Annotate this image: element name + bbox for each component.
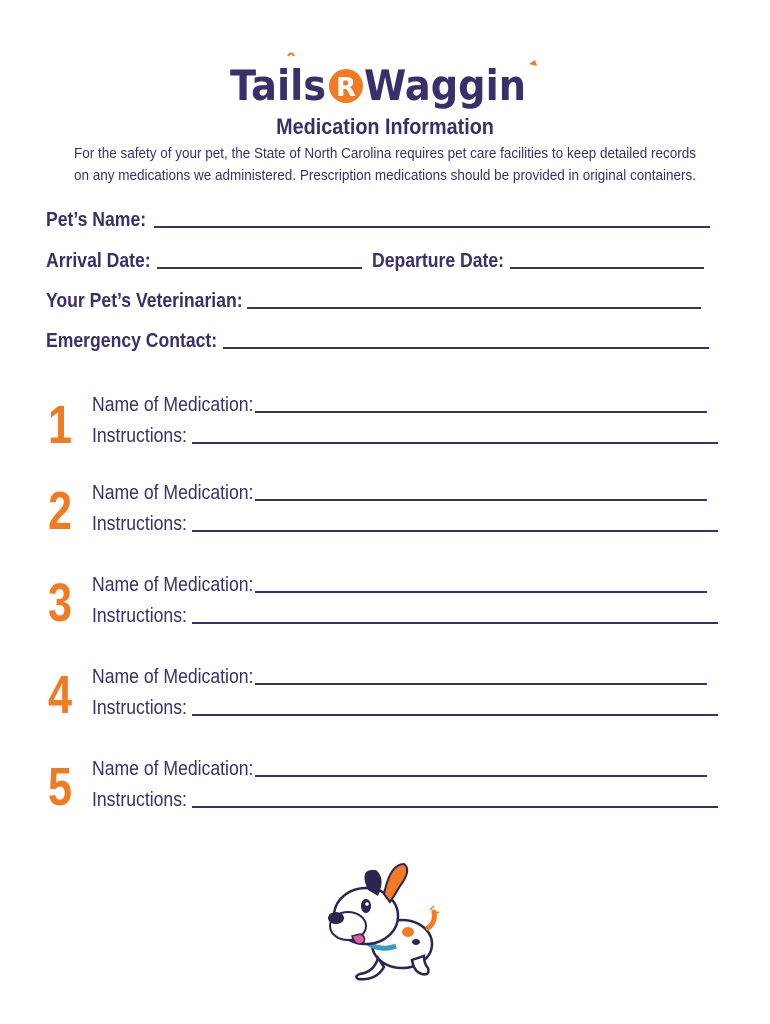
instructions-field-4[interactable] <box>92 696 718 720</box>
svg-text:R: R <box>335 73 357 103</box>
medication-number-5: 5 <box>47 757 73 817</box>
instructions-label: Instructions: <box>92 605 187 627</box>
emergency-contact-field[interactable] <box>46 327 709 353</box>
departure-date-line[interactable] <box>510 267 704 269</box>
medication-name-label: Name of Medication: <box>92 758 254 780</box>
instructions-field-5[interactable] <box>92 788 718 812</box>
instructions-line[interactable] <box>192 530 718 532</box>
svg-text:Tails: Tails <box>230 61 326 110</box>
instructions-line[interactable] <box>192 622 718 624</box>
instructions-line[interactable] <box>192 442 718 444</box>
medication-name-line[interactable] <box>255 411 707 413</box>
instructions-label: Instructions: <box>92 513 187 535</box>
instructions-label: Instructions: <box>92 789 187 811</box>
medication-number-3: 3 <box>47 573 73 633</box>
medication-name-field-1[interactable] <box>92 393 707 417</box>
instructions-label: Instructions: <box>92 697 187 719</box>
medication-name-label: Name of Medication: <box>92 666 254 688</box>
dog-mascot-icon <box>326 860 442 982</box>
instructions-line[interactable] <box>192 806 718 808</box>
arrival-date-label: Arrival Date: <box>46 250 151 272</box>
medication-name-field-3[interactable] <box>92 573 707 597</box>
emergency-contact-label: Emergency Contact: <box>46 330 218 352</box>
veterinarian-label: Your Pet’s Veterinarian: <box>46 290 243 312</box>
medication-name-line[interactable] <box>255 591 707 593</box>
veterinarian-line[interactable] <box>247 307 701 309</box>
pet-name-line[interactable] <box>154 226 710 228</box>
emergency-contact-line[interactable] <box>223 347 709 349</box>
intro-line-1: For the safety of your pet, the State of North Carolina requires pet care facilities to keep detailed records <box>73 145 697 162</box>
pet-name-field[interactable] <box>46 206 710 232</box>
instructions-field-3[interactable] <box>92 604 718 628</box>
tailsrwaggin-logo <box>226 50 546 120</box>
instructions-field-1[interactable] <box>92 424 718 448</box>
pet-name-label: Pet’s Name: <box>46 209 147 231</box>
arrival-date-field[interactable] <box>46 247 362 273</box>
medication-name-field-2[interactable] <box>92 481 707 505</box>
medication-number-4: 4 <box>47 665 73 725</box>
intro-text <box>66 143 705 187</box>
medication-name-label: Name of Medication: <box>92 482 254 504</box>
page-title: Medication Information <box>276 114 494 139</box>
medication-name-line[interactable] <box>255 775 707 777</box>
intro-line-2: on any medications we administered. Prescription medications should be provided in original containers. <box>73 167 697 184</box>
departure-date-label: Departure Date: <box>372 250 505 272</box>
medication-name-field-4[interactable] <box>92 665 707 689</box>
medication-name-label: Name of Medication: <box>92 394 254 416</box>
medication-name-field-5[interactable] <box>92 757 707 781</box>
medication-name-label: Name of Medication: <box>92 574 254 596</box>
departure-date-field[interactable] <box>372 247 704 273</box>
medication-name-line[interactable] <box>255 683 707 685</box>
veterinarian-field[interactable] <box>46 287 701 313</box>
medication-name-line[interactable] <box>255 499 707 501</box>
medication-number-2: 2 <box>47 481 73 541</box>
instructions-line[interactable] <box>192 714 718 716</box>
arrival-date-line[interactable] <box>157 267 362 269</box>
svg-text:Waggin: Waggin <box>364 61 526 110</box>
instructions-label: Instructions: <box>92 425 187 447</box>
medication-number-1: 1 <box>47 395 73 455</box>
instructions-field-2[interactable] <box>92 512 718 536</box>
